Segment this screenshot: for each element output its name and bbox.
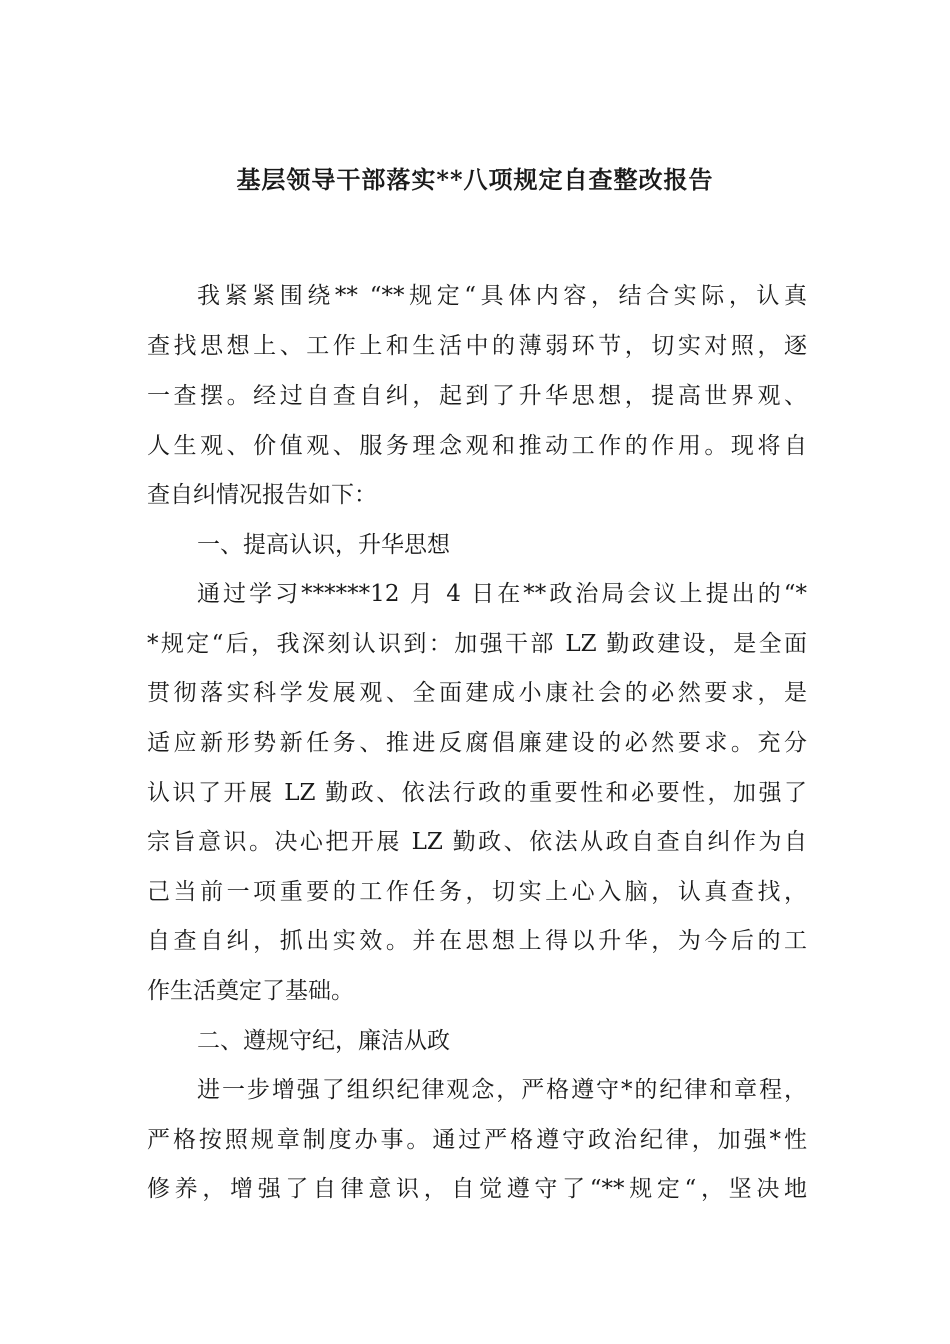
paragraph-line: 适应新形势新任务、推进反腐倡廉建设的必然要求。充分: [147, 730, 807, 756]
paragraph-line: 人生观、价值观、服务理念观和推动工作的作用。现将自: [147, 433, 807, 459]
section-heading: 二、遵规守纪，廉洁从政: [197, 1028, 450, 1054]
paragraph-line: 我紧紧围绕** “**规定“具体内容，结合实际，认真: [197, 283, 807, 309]
paragraph-line: 查自纠情况报告如下：: [147, 482, 377, 508]
paragraph-line: 宗旨意识。决心把开展 LZ 勤政、依法从政自查自纠作为自: [147, 829, 807, 855]
paragraph-line: 通过学习******12 月 4 日在**政治局会议上提出的“*: [197, 581, 807, 607]
section-heading: 一、提高认识，升华思想: [197, 532, 450, 558]
paragraph-line: 进一步增强了组织纪律观念，严格遵守*的纪律和章程，: [197, 1077, 807, 1103]
paragraph-line: 修养，增强了自律意识，自觉遵守了“**规定“，坚决地: [147, 1176, 807, 1202]
page-title: 基层领导干部落实**八项规定自查整改报告: [236, 165, 714, 194]
paragraph-line: 查找思想上、工作上和生活中的薄弱环节，切实对照，逐: [147, 333, 807, 359]
paragraph-line: 严格按照规章制度办事。通过严格遵守政治纪律，加强*性: [147, 1127, 807, 1153]
paragraph-line: 作生活奠定了基础。: [147, 978, 354, 1004]
paragraph-line: 一查摆。经过自查自纠，起到了升华思想，提高世界观、: [147, 383, 807, 409]
paragraph-line: 自查自纠，抓出实效。并在思想上得以升华，为今后的工: [147, 928, 807, 954]
paragraph-line: 己当前一项重要的工作任务，切实上心入脑，认真查找，: [147, 879, 807, 905]
paragraph-line: 贯彻落实科学发展观、全面建成小康社会的必然要求，是: [147, 680, 807, 706]
paragraph-line: *规定“后，我深刻认识到：加强干部 LZ 勤政建设，是全面: [147, 631, 807, 657]
paragraph-line: 认识了开展 LZ 勤政、依法行政的重要性和必要性，加强了: [147, 780, 807, 806]
